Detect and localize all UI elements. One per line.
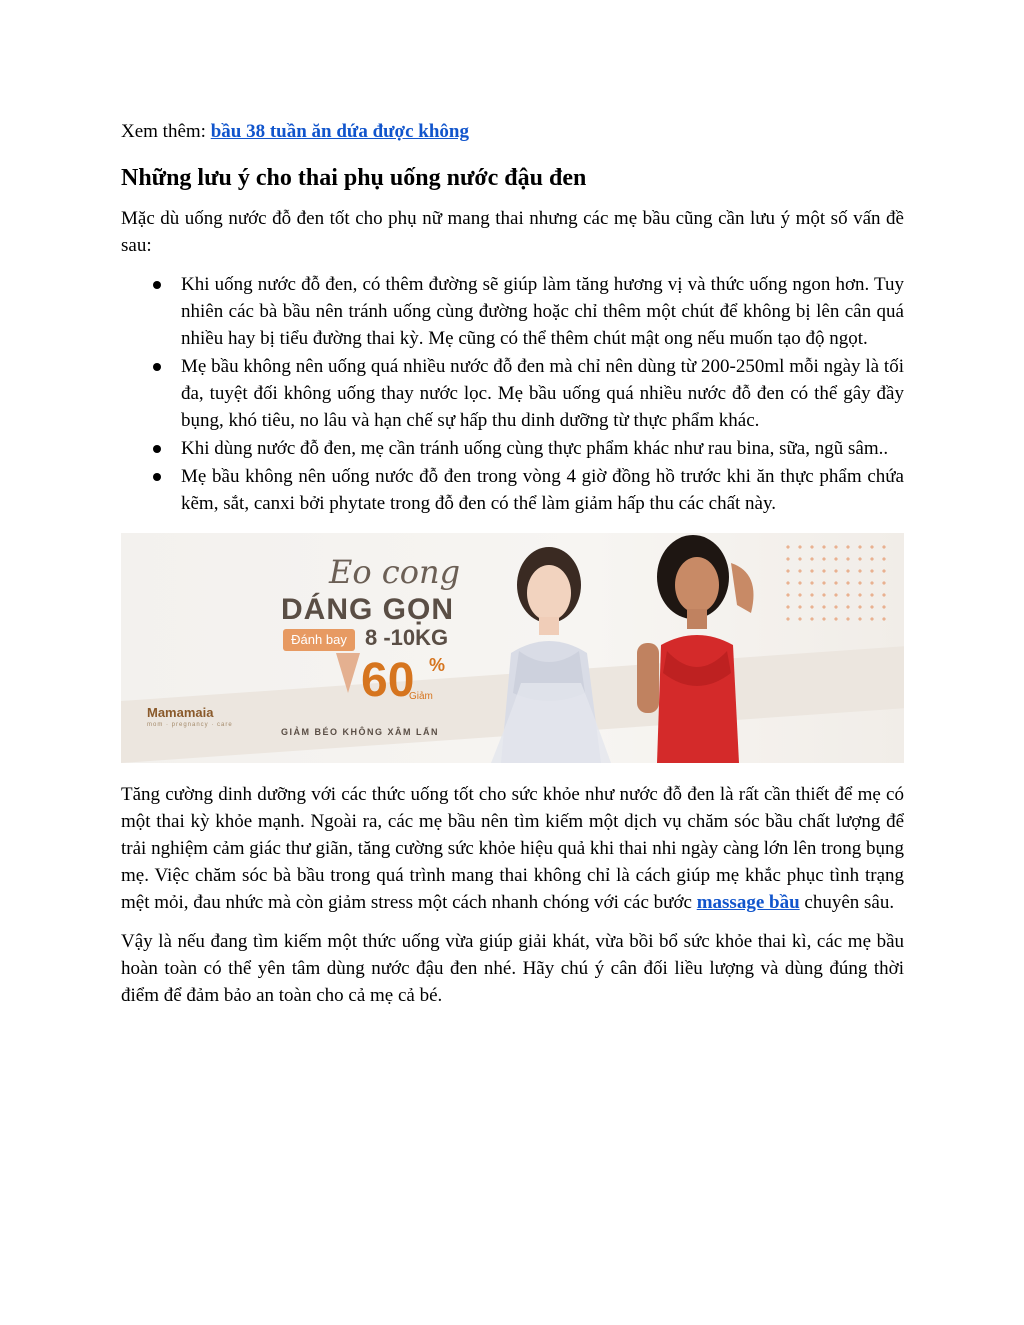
- list-item: [121, 435, 904, 462]
- list-item-text: Khi uống nước đỗ đen, có thêm đường sẽ giúp làm tăng hương vị và thức uống ngon hơn. Tuy nhiên các bà bầu nên tránh uống cùng đường hoặc chỉ thêm một chút để không bị lên cân quá nhiều hay bị tiểu đường thai kỳ. Mẹ cũng có thể thêm chút mật ong nếu muốn tạo độ ngọt.: [181, 274, 904, 349]
- bullet-icon: [153, 445, 161, 453]
- promo-banner[interactable]: [121, 533, 904, 763]
- banner-percent-sign: %: [429, 655, 446, 675]
- paragraph-text-end: chuyên sâu.: [799, 892, 895, 913]
- closing-paragraph-2: Vậy là nếu đang tìm kiếm một thức uống vừa giúp giải khát, vừa bồi bổ sức khỏe thai kì, các mẹ bầu hoàn toàn có thể yên tâm dùng nước đậu đen nhé. Hãy chú ý cân đối liều lượng và dùng đúng thời điểm để đảm bảo an toàn cho cả mẹ cả bé.: [121, 931, 904, 1006]
- list-item: [121, 271, 904, 352]
- banner-giam: Giảm: [409, 691, 433, 702]
- banner-kg: 8 -10KG: [365, 625, 449, 650]
- intro-paragraph: Mặc dù uống nước đỗ đen tốt cho phụ nữ mang thai nhưng các mẹ bầu cũng cần lưu ý một số vấn đề sau:: [121, 208, 904, 256]
- brand-logo-sub: mom · pregnancy · care: [147, 722, 233, 728]
- brand-logo: Mamamaia: [147, 705, 214, 720]
- list-item-text: Mẹ bầu không nên uống nước đỗ đen trong vòng 4 giờ đồng hồ trước khi ăn thực phẩm chứa kẽm, sắt, canxi bởi phytate trong đỗ đen có thể làm giảm hấp thu các chất này.: [181, 466, 904, 514]
- article-body: [121, 118, 904, 1009]
- bullet-icon: [153, 363, 161, 371]
- see-more-link[interactable]: bầu 38 tuần ăn dứa được không: [210, 121, 469, 142]
- bullet-icon: [153, 281, 161, 289]
- bullet-icon: [153, 473, 161, 481]
- list-item-text: Mẹ bầu không nên uống quá nhiều nước đỗ đen mà chỉ nên dùng từ 200-250ml mỗi ngày là tối đa, tuyệt đối không uống thay nước lọc. Mẹ bầu uống quá nhiều nước đỗ đen có thể gây đầy bụng, khó tiêu, no lâu và hạn chế sự hấp thu dinh dưỡng từ thực phẩm khác.: [181, 356, 904, 431]
- section-heading: Những lưu ý cho thai phụ uống nước đậu đen: [121, 165, 587, 191]
- banner-bold-title: DÁNG GỌN: [281, 593, 454, 626]
- list-item: [121, 463, 904, 517]
- banner-pill: Đánh bay: [283, 629, 355, 651]
- tips-list: [121, 271, 904, 517]
- models-illustration-icon: [461, 533, 901, 763]
- closing-paragraph-1: [121, 781, 904, 916]
- see-more-line: [121, 118, 904, 145]
- massage-link[interactable]: massage bầu: [696, 892, 800, 913]
- paragraph-text: Tăng cường dinh dưỡng với các thức uống tốt cho sức khỏe như nước đỗ đen là rất cần thiết để mẹ có một thai kỳ khỏe mạnh. Ngoài ra, các mẹ bầu nên tìm kiếm một dịch vụ chăm sóc bầu chất lượng để trải nghiệm cảm giác thư giãn, tăng cường sức khỏe hiệu quả khi thai nhi ngày càng lớn lên trong bụng mẹ. Việc chăm sóc bà bầu trong quá trình mang thai không chỉ là cách giúp mẹ khắc phục tình trạng mệt mỏi, đau nhức mà còn giảm stress một cách nhanh chóng với các bước: [121, 784, 904, 913]
- list-item-text: Khi dùng nước đỗ đen, mẹ cần tránh uống cùng thực phẩm khác như rau bina, sữa, ngũ sâm..: [181, 438, 889, 459]
- banner-script-title: Eo cong: [329, 553, 461, 591]
- banner-tagline: GIẢM BÉO KHÔNG XÂM LẤN: [281, 727, 439, 737]
- list-item: [121, 353, 904, 434]
- down-arrow-icon: [336, 653, 360, 693]
- see-more-prefix: Xem thêm:: [121, 121, 211, 142]
- banner-percent: 60: [361, 654, 415, 707]
